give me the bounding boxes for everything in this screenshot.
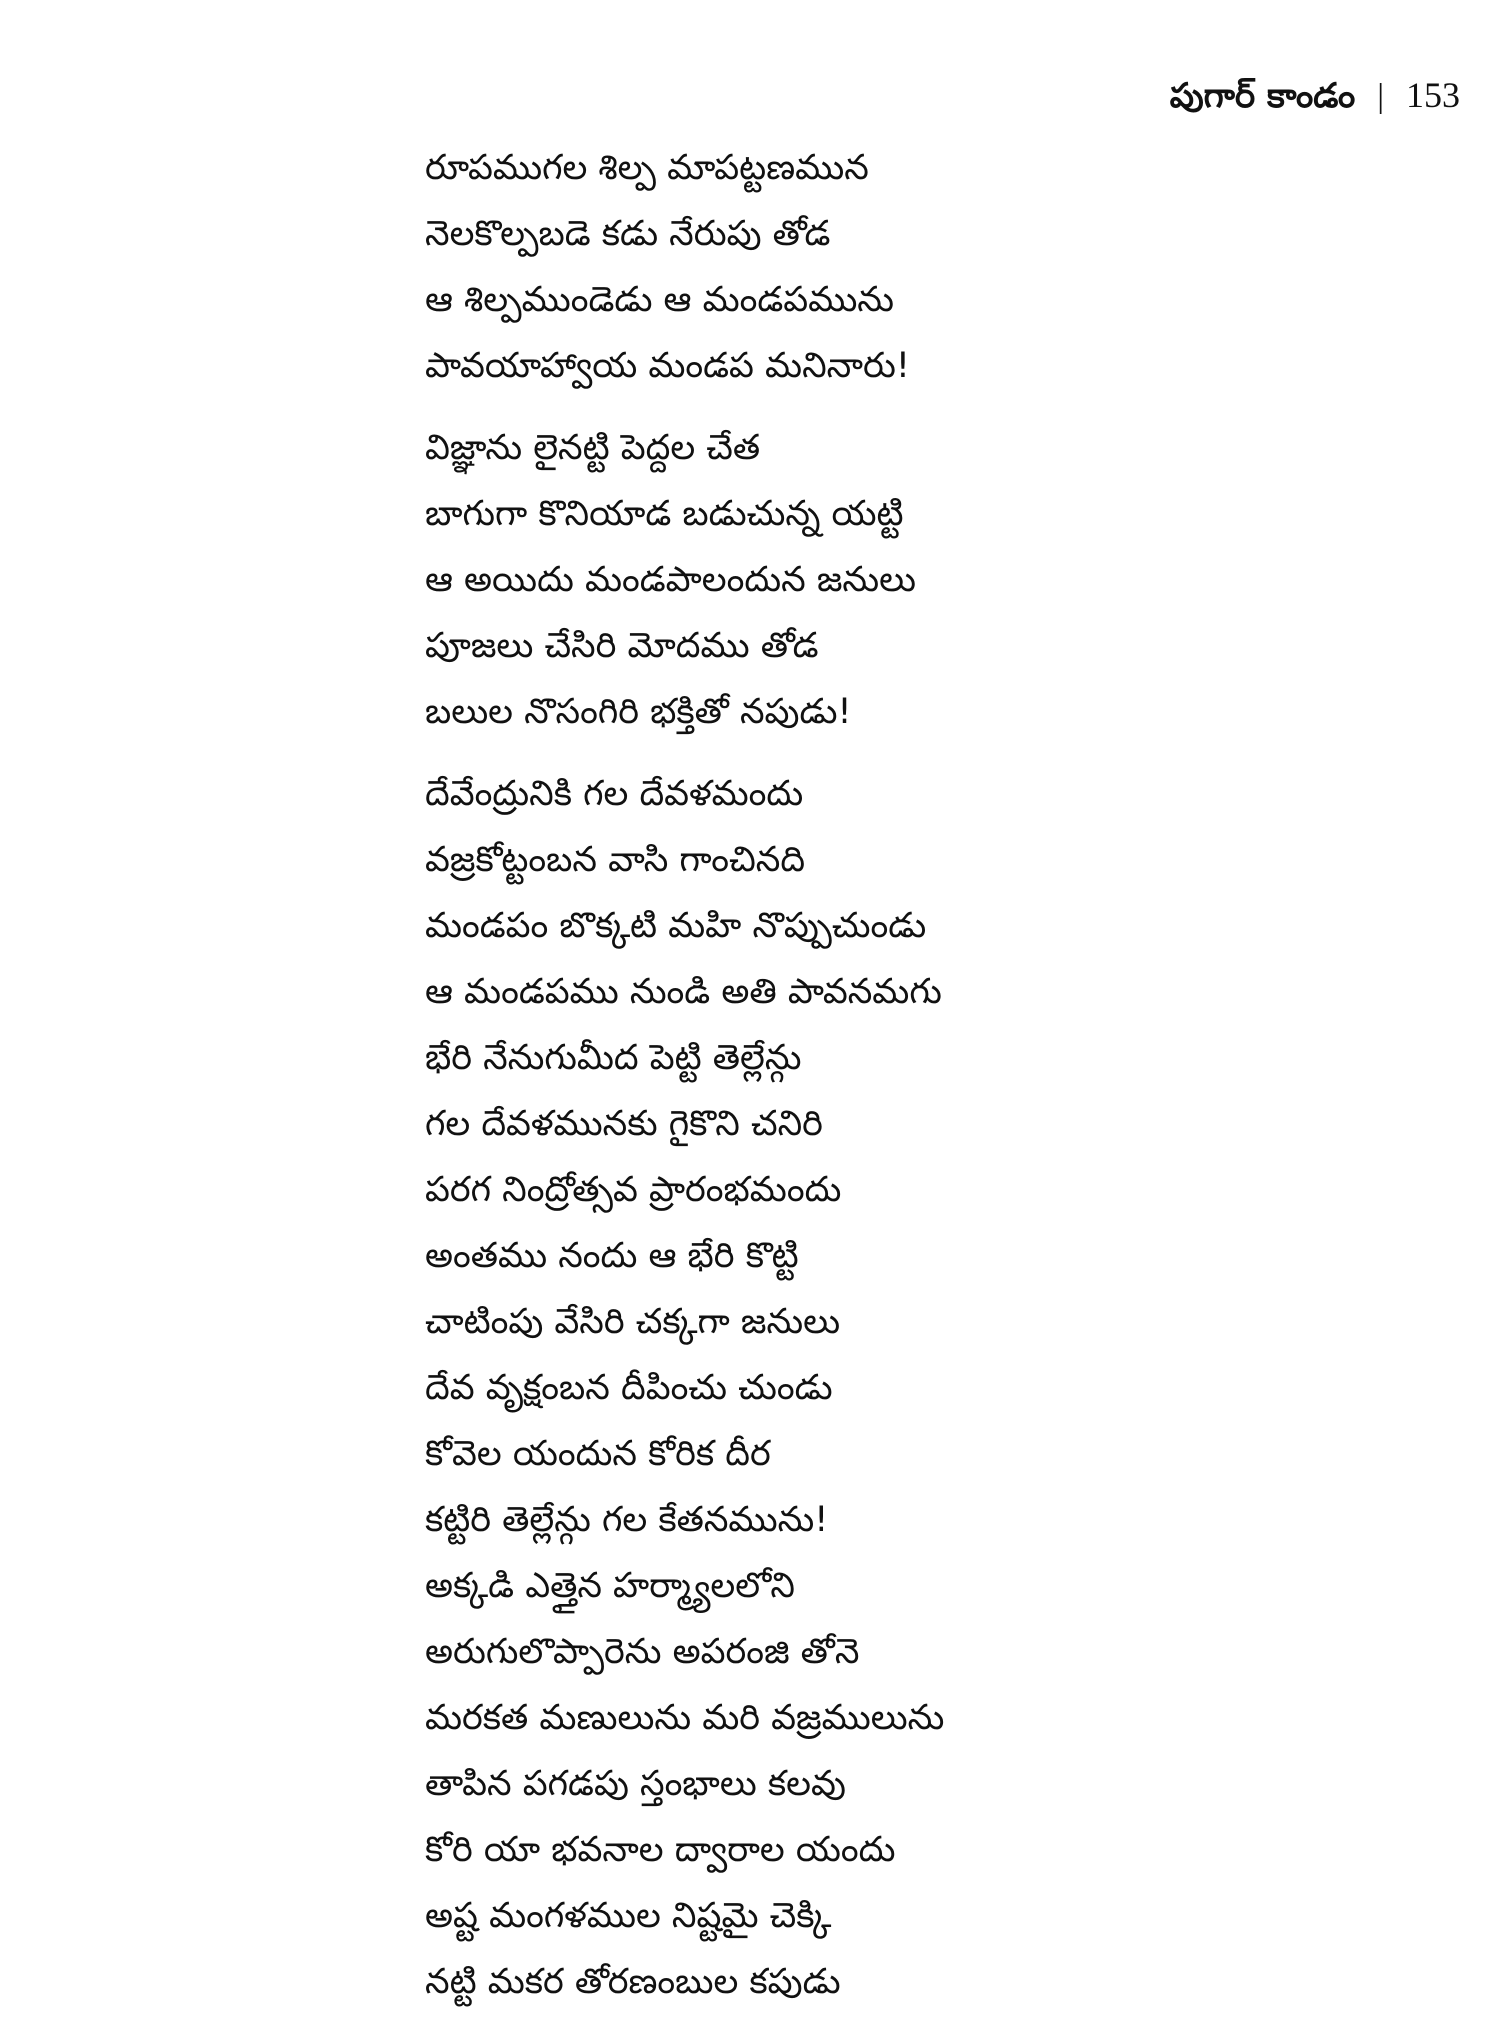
verse-line: పూజలు చేసిరి మోదము తోడ — [425, 626, 819, 666]
verse-line: తాపిన పగడపు స్తంభాలు కలవు — [425, 1764, 846, 1804]
verse-line: కోవెల యందున కోరిక దీర — [425, 1434, 771, 1474]
verse-line: మరకత మణులును మరి వజ్రములును — [425, 1698, 945, 1738]
verse-line: బాగుగా కొనియాడ బడుచున్న యట్టి — [425, 494, 904, 534]
verse-line: పరగ నింద్రోత్సవ ప్రారంభమందు — [425, 1170, 842, 1210]
verse-line: మండపం బొక్కటి మహి నొప్పుచుండు — [425, 906, 927, 946]
verse-line: అరుగులొప్పారెను అపరంజి తోనె — [425, 1632, 860, 1672]
verse-line: అక్కడి ఎత్తైన హర్మ్యాలలోని — [425, 1566, 795, 1606]
stanza-1 — [425, 135, 1425, 399]
verse-line: ఆ అయిదు మండపాలందున జనులు — [425, 560, 917, 600]
verse-line: నట్టి మకర తోరణంబుల కపుడు — [425, 1962, 841, 2002]
verse-line: ఆ శిల్పముండెడు ఆ మండపమును — [425, 280, 894, 320]
chapter-title: పుగార్ కాండం — [1169, 76, 1356, 116]
verse-line: దేవేంద్రునికి గల దేవళమందు — [425, 774, 804, 814]
verse-line: పావయాహ్వాయ మండప మనినారు! — [425, 346, 910, 386]
verse-line: నెలకొల్పబడె కడు నేరుపు తోడ — [425, 214, 831, 254]
verse-line: వజ్రకోట్టంబన వాసి గాంచినది — [425, 840, 806, 880]
running-header — [1170, 74, 1460, 124]
header-separator: | — [1377, 78, 1384, 115]
verse-line: అంతము నందు ఆ భేరి కొట్టి — [425, 1236, 799, 1276]
verse-line: అష్ట మంగళముల నిష్టమై చెక్కి — [425, 1896, 832, 1936]
verse-line: రూపముగల శిల్ప మాపట్టణమున — [425, 148, 869, 188]
verse-line: దేవ వృక్షంబన దీపించు చుండు — [425, 1368, 833, 1408]
verse-line: చాటింపు వేసిరి చక్కగా జనులు — [425, 1302, 841, 1342]
verse-line: కట్టిరి తెల్లేన్గు గల కేతనమును! — [425, 1500, 829, 1540]
stanza-2 — [425, 415, 1425, 745]
verse-line: కోరి యా భవనాల ద్వారాల యందు — [425, 1830, 896, 1870]
page-number: 153 — [1406, 75, 1460, 115]
verse-line: భేరి నేనుగుమీద పెట్టి తెల్లేన్గు — [425, 1038, 802, 1078]
verse-line: బలుల నొసంగిరి భక్తితో నపుడు! — [425, 692, 852, 732]
verse-line: విజ్ఞాను లైనట్టి పెద్దల చేత — [425, 428, 761, 468]
stanza-3 — [425, 761, 1425, 2015]
verse-line: ఆ మండపము నుండి అతి పావనమగు — [425, 972, 942, 1012]
verse-body — [425, 135, 1425, 2031]
verse-line: గల దేవళమునకు గైకొని చనిరి — [425, 1104, 823, 1144]
